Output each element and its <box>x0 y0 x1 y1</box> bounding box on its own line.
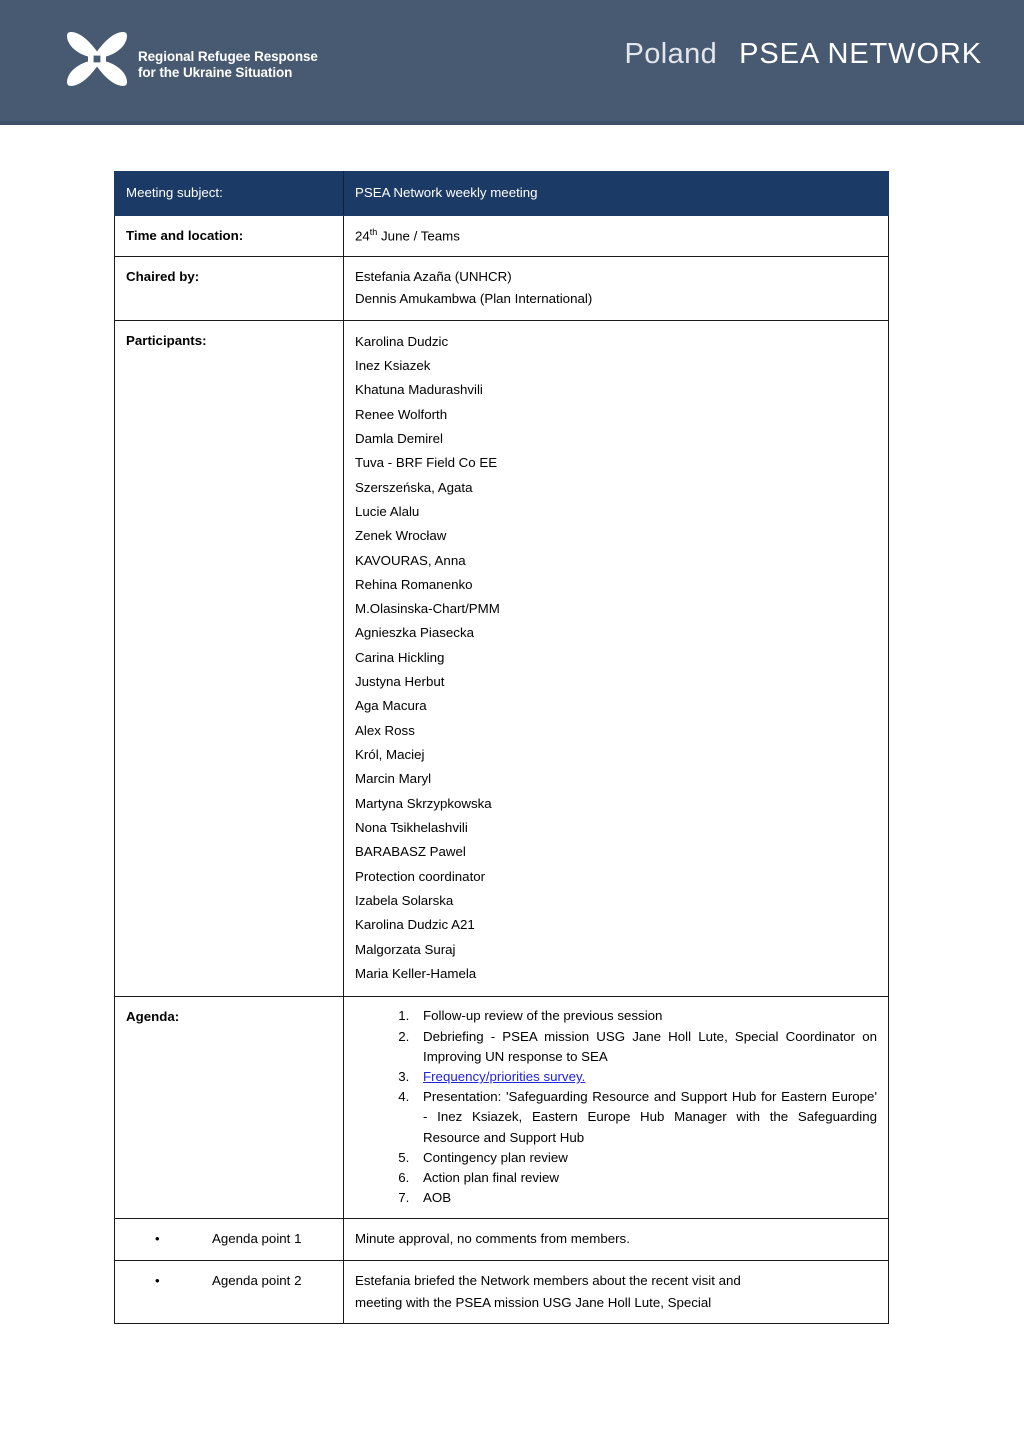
value-time-ordinal: th <box>369 226 378 237</box>
cell-label-time-location <box>115 215 344 257</box>
table-row-time-location <box>115 215 889 257</box>
table-row-participants <box>115 320 889 997</box>
participant-item: Rehina Romanenko <box>355 576 473 592</box>
rrr-butterfly-logo-icon <box>66 24 128 94</box>
chair-name-1: Estefania Azaña (UNHCR) <box>355 269 512 285</box>
cell-value-meeting-subject <box>344 172 889 216</box>
meeting-minutes-table <box>114 171 889 1324</box>
brand-line-2: for the Ukraine Situation <box>138 65 293 80</box>
participant-item: Protection coordinator <box>355 868 486 884</box>
agenda-item: 6. Action plan final review <box>413 1168 877 1188</box>
page-title <box>624 38 982 71</box>
cell-value-agenda <box>344 997 889 1219</box>
participant-item: Lucie Alalu <box>355 503 420 519</box>
brand-line-1: Regional Refugee Response <box>138 48 318 64</box>
label-chaired-by: Chaired by: <box>126 269 200 285</box>
bullet-icon: • <box>155 1231 160 1247</box>
page-header-band <box>0 0 1024 125</box>
value-agenda-point-2-line-1: Estefania briefed the Network members about the recent visit and <box>355 1272 741 1288</box>
bullet-icon: • <box>155 1272 160 1288</box>
label-participants: Participants: <box>126 332 207 348</box>
label-agenda-point-2: Agenda point 2 <box>212 1272 302 1288</box>
brand-lockup <box>66 24 318 94</box>
participant-item: Tuva - BRF Field Co EE <box>355 455 498 471</box>
cell-value-agenda-point-2 <box>344 1260 889 1323</box>
participant-item: Malgorzata Suraj <box>355 941 456 957</box>
participant-item: Alex Ross <box>355 722 415 738</box>
label-meeting-subject: Meeting subject: <box>126 185 223 200</box>
table-row-agenda-point-2 <box>115 1260 889 1323</box>
chair-name-2: Dennis Amukambwa (Plan International) <box>355 291 593 307</box>
cell-value-time-location <box>344 215 889 257</box>
participant-item: KAVOURAS, Anna <box>355 552 466 568</box>
participants-list <box>355 330 877 987</box>
brand-text <box>138 49 318 82</box>
participant-item: Inez Ksiazek <box>355 357 431 373</box>
agenda-list <box>355 1006 877 1208</box>
label-agenda: Agenda: <box>126 1009 180 1025</box>
table-row-chaired-by <box>115 257 889 320</box>
agenda-item: 4. Presentation: 'Safeguarding Resource and Support Hub for Eastern Europe' - Inez Ksiazek, Eastern Europe Hub Manager with the Safeguarding Resource and Support Hub <box>413 1087 877 1148</box>
value-time-rest: June / Teams <box>377 227 460 243</box>
participant-item: Zenek Wrocław <box>355 528 447 544</box>
participant-item: Szerszeńska, Agata <box>355 479 473 495</box>
participant-item: Marcin Maryl <box>355 771 432 787</box>
cell-label-chaired-by <box>115 257 344 320</box>
value-meeting-subject: PSEA Network weekly meeting <box>355 185 538 200</box>
value-time-day: 24 <box>355 227 370 243</box>
table-row-agenda <box>115 997 889 1219</box>
label-time-location: Time and location: <box>126 227 244 243</box>
participant-item: Nona Tsikhelashvili <box>355 820 468 836</box>
table-row-meeting-subject <box>115 172 889 216</box>
page-title-network: PSEA NETWORK <box>739 38 982 70</box>
participant-item: Karolina Dudzic <box>355 333 449 349</box>
agenda-item[interactable] <box>413 1067 877 1087</box>
participant-item: Aga Macura <box>355 698 427 714</box>
cell-label-agenda-point-1 <box>115 1219 344 1261</box>
participant-item: Karolina Dudzic A21 <box>355 917 475 933</box>
participant-item: Justyna Herbut <box>355 674 445 690</box>
value-agenda-point-1: Minute approval, no comments from members. <box>355 1231 630 1247</box>
participant-item: Renee Wolforth <box>355 406 448 422</box>
agenda-survey-link[interactable]: Frequency/priorities survey. <box>423 1069 586 1085</box>
cell-value-agenda-point-1 <box>344 1219 889 1261</box>
cell-label-agenda <box>115 997 344 1219</box>
value-agenda-point-2-line-2: meeting with the PSEA mission USG Jane Holl Lute, Special <box>355 1294 712 1310</box>
participant-item: Damla Demirel <box>355 430 443 446</box>
participant-item: BARABASZ Pawel <box>355 844 466 860</box>
participant-item: Król, Maciej <box>355 747 425 763</box>
participant-item: Khatuna Madurashvili <box>355 382 483 398</box>
table-row-agenda-point-1 <box>115 1219 889 1261</box>
cell-label-participants <box>115 320 344 997</box>
cell-value-participants <box>344 320 889 997</box>
participant-item: M.Olasinska-Chart/PMM <box>355 601 500 617</box>
cell-label-agenda-point-2 <box>115 1260 344 1323</box>
participant-item: Izabela Solarska <box>355 893 454 909</box>
agenda-item: 5. Contingency plan review <box>413 1148 877 1168</box>
participant-item: Maria Keller-Hamela <box>355 966 477 982</box>
participant-item: Agnieszka Piasecka <box>355 625 474 641</box>
agenda-item: 7. AOB <box>413 1188 877 1208</box>
cell-label-meeting-subject <box>115 172 344 216</box>
agenda-item: 1. Follow-up review of the previous session <box>413 1006 877 1026</box>
cell-value-chaired-by <box>344 257 889 320</box>
participant-item: Martyna Skrzypkowska <box>355 795 492 811</box>
label-agenda-point-1: Agenda point 1 <box>212 1231 302 1247</box>
agenda-item: 2. Debriefing - PSEA mission USG Jane Holl Lute, Special Coordinator on Improving UN response to SEA <box>413 1027 877 1067</box>
participant-item: Carina Hickling <box>355 649 445 665</box>
page-title-country: Poland <box>624 38 718 70</box>
